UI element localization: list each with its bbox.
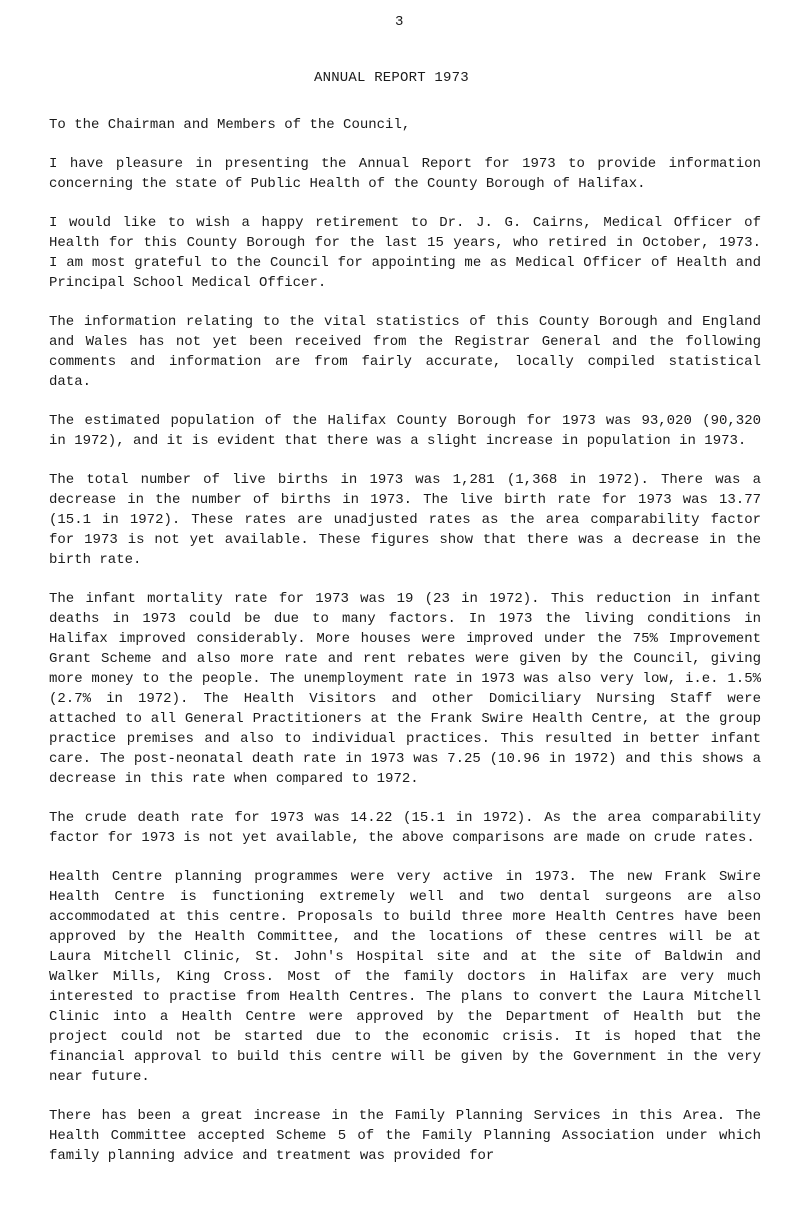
paragraph-health-centres: Health Centre planning programmes were very active in 1973. The new Frank Swire Health Centre is functioning extremely well and two dental surgeons are also accommodated at this centre. Proposals to build three more Health Centres have been approved by the Health Committee, and the locations of these centres will be at Laura Mitchell Clinic, St. John's Hospital site and at the site of Baldwin and Walker Mills, King Cross. Most of the family doctors in Halifax are very much interested to practise from Health Centres. The plans to convert the Laura Mitchell Clinic into a Health Centre were approved by the Department of Health but the project could not be started due to the economic crisis. It is hoped that the financial approval to build this centre will be given by the Government in the very near future. [49,869,761,1085]
paragraph-retirement: I would like to wish a happy retirement to Dr. J. G. Cairns, Medical Officer of Health for this County Borough for the last 15 years, who retired in October, 1973. I am most grateful to the Council for appointing me as Medical Officer of Health and Principal School Medical Officer. [49,215,761,291]
paragraph-infant-mortality: The infant mortality rate for 1973 was 19 (23 in 1972). This reduction in infant deaths in 1973 could be due to many factors. In 1973 the living conditions in Halifax improved considerably. More houses were improved under the 75% Improvement Grant Scheme and also more rate and rent rebates were given by the Council, giving more money to the people. The unemployment rate in 1973 was also very low, i.e. 1.5% (2.7% in 1972). The Health Visitors and other Domiciliary Nursing Staff were attached to all General Practitioners at the Frank Swire Health Centre, at the group practice premises and also to individual practices. This resulted in better infant care. The post-neonatal death rate in 1973 was 7.25 (10.96 in 1972) and this shows a decrease in this rate when compared to 1972. [49,591,761,787]
paragraph-family-planning: There has been a great increase in the Family Planning Services in this Area. The Health Committee accepted Scheme 5 of the Family Planning Association under which family planning advice and treatment was provided for [49,1108,761,1164]
page-title: ANNUAL REPORT 1973 [314,70,469,86]
paragraph-live-births: The total number of live births in 1973 was 1,281 (1,368 in 1972). There was a decrease in the number of births in 1973. The live birth rate for 1973 was 13.77 (15.1 in 1972). These rates are unadjusted rates as the area comparability factor for 1973 is not yet available. These figures show that there was a decrease in the birth rate. [49,472,761,568]
paragraph-vital-statistics: The information relating to the vital statistics of this County Borough and England and Wales has not yet been received from the Registrar General and the following comments and information are from fairly accurate, locally compiled statistical data. [49,314,761,390]
page-number: 3 [395,14,404,30]
report-body [49,115,761,1185]
paragraph-population: The estimated population of the Halifax County Borough for 1973 was 93,020 (90,320 in 1972), and it is evident that there was a slight increase in population in 1973. [49,413,761,449]
paragraph-introduction: I have pleasure in presenting the Annual Report for 1973 to provide information concerning the state of Public Health of the County Borough of Halifax. [49,156,761,192]
paragraph-death-rate: The crude death rate for 1973 was 14.22 (15.1 in 1972). As the area comparability factor for 1973 is not yet available, the above comparisons are made on crude rates. [49,810,761,846]
salutation: To the Chairman and Members of the Council, [49,117,411,133]
